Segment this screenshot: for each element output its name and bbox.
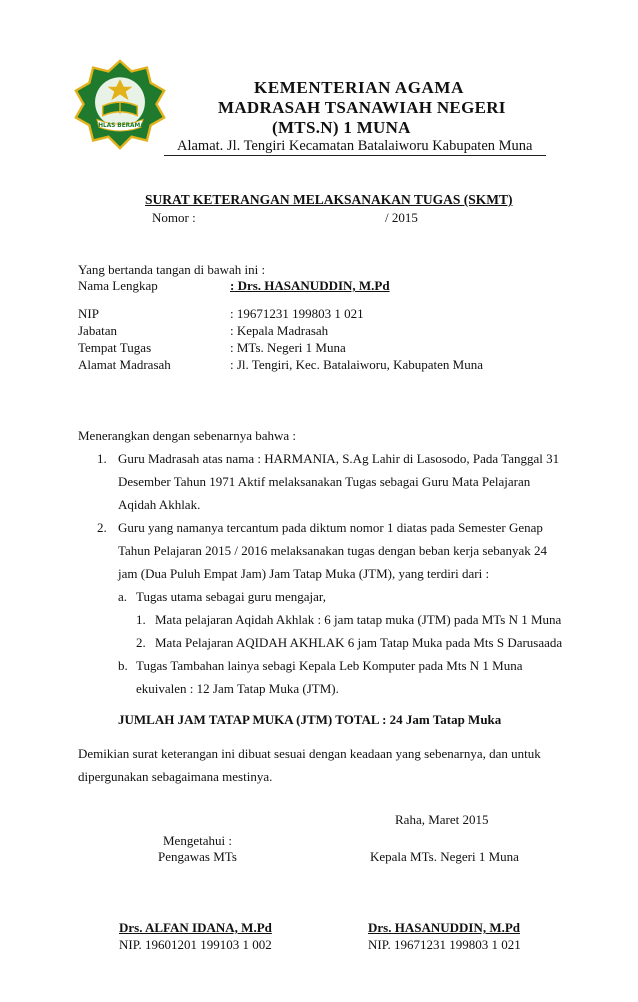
sub-a1-text: Mata pelajaran Aqidah Akhlak : 6 jam tatap muka (JTM) pada MTs N 1 Muna	[155, 612, 562, 627]
item1-line2: Desember Tahun 1971 Aktif melaksanakan Tugas sebagai Guru Mata Pelajaran	[118, 474, 531, 489]
right-signer-name: Drs. HASANUDDIN, M.Pd	[368, 920, 521, 935]
closing-line1: Demikian surat keterangan ini dibuat sesuai dengan keadaan yang sebenarnya, dan untuk	[78, 746, 541, 761]
sub-a-number: a.	[118, 589, 128, 604]
logo-motto: IKHLAS BERAMAL	[91, 123, 149, 130]
closing-line2: dipergunakan sebagaimana mestinya.	[78, 769, 273, 784]
item2-line2: Tahun Pelajaran 2015 / 2016 melaksanakan tugas dengan beban kerja sebanyak 24	[118, 543, 548, 558]
left-signer-name: Drs. ALFAN IDANA, M.Pd	[119, 920, 272, 935]
left-sign-label1: Mengetahui :	[163, 833, 232, 848]
right-signer-nip: NIP. 19671231 199803 1 021	[368, 937, 521, 952]
tempat-label: Tempat Tugas	[78, 340, 152, 355]
jabatan-value: : Kepala Madrasah	[230, 323, 329, 338]
name-label: Nama Lengkap	[78, 278, 158, 293]
ministry-logo	[72, 58, 168, 154]
left-sign-label2: Pengawas MTs	[158, 849, 237, 864]
header-address: Alamat. Jl. Tengiri Kecamatan Batalaiworu Kabupaten Muna	[177, 138, 533, 154]
sub-b-number: b.	[118, 658, 128, 673]
place-date: Raha, Maret 2015	[395, 812, 489, 827]
nomor-label: Nomor :	[152, 210, 196, 225]
jabatan-label: Jabatan	[78, 323, 117, 338]
alamat-label: Alamat Madrasah	[78, 357, 171, 372]
item1-line1: Guru Madrasah atas nama : HARMANIA, S.Ag Lahir di Lasosodo, Pada Tanggal 31	[118, 451, 560, 466]
nomor-value: / 2015	[385, 210, 418, 225]
tempat-value: : MTs. Negeri 1 Muna	[230, 340, 346, 355]
item2-line1: Guru yang namanya tercantum pada diktum nomor 1 diatas pada Semester Genap	[118, 520, 543, 535]
total-hours: JUMLAH JAM TATAP MUKA (JTM) TOTAL : 24 Jam Tatap Muka	[118, 712, 502, 727]
sub-a2-text: Mata Pelajaran AQIDAH AKHLAK 6 jam Tatap Muka pada Mts S Darusaada	[155, 635, 563, 650]
item2-line3: jam (Dua Puluh Empat Jam) Jam Tatap Muka (JTM), yang terdiri dari :	[118, 566, 490, 581]
sub-b-line1: Tugas Tambahan lainya sebagi Kepala Leb Komputer pada Mts N 1 Muna	[136, 658, 523, 673]
header-school-short: (MTS.N) 1 MUNA	[272, 118, 411, 137]
nip-label: NIP	[78, 306, 99, 321]
sub-a1-number: 1.	[136, 612, 146, 627]
intro-text: Yang bertanda tangan di bawah ini :	[78, 262, 266, 277]
item2-number: 2.	[97, 520, 107, 535]
item1-number: 1.	[97, 451, 107, 466]
name-value: : Drs. HASANUDDIN, M.Pd	[230, 278, 390, 293]
right-sign-label: Kepala MTs. Negeri 1 Muna	[370, 849, 519, 864]
alamat-value: : Jl. Tengiri, Kec. Batalaiworu, Kabupaten Muna	[230, 357, 484, 372]
header-school: MADRASAH TSANAWIAH NEGERI	[218, 98, 506, 117]
nip-value: : 19671231 199803 1 021	[230, 306, 364, 321]
sub-a2-number: 2.	[136, 635, 146, 650]
letterhead-rule	[164, 155, 546, 156]
sub-b-line2: ekuivalen : 12 Jam Tatap Muka (JTM).	[136, 681, 339, 696]
item1-line3: Aqidah Akhlak.	[118, 497, 201, 512]
left-signer-nip: NIP. 19601201 199103 1 002	[119, 937, 272, 952]
sub-a-text: Tugas utama sebagai guru mengajar,	[136, 589, 326, 604]
header-org: KEMENTERIAN AGAMA	[254, 78, 464, 97]
document-title: SURAT KETERANGAN MELAKSANAKAN TUGAS (SKMT)	[145, 192, 513, 207]
body-lead: Menerangkan dengan sebenarnya bahwa :	[78, 428, 297, 443]
